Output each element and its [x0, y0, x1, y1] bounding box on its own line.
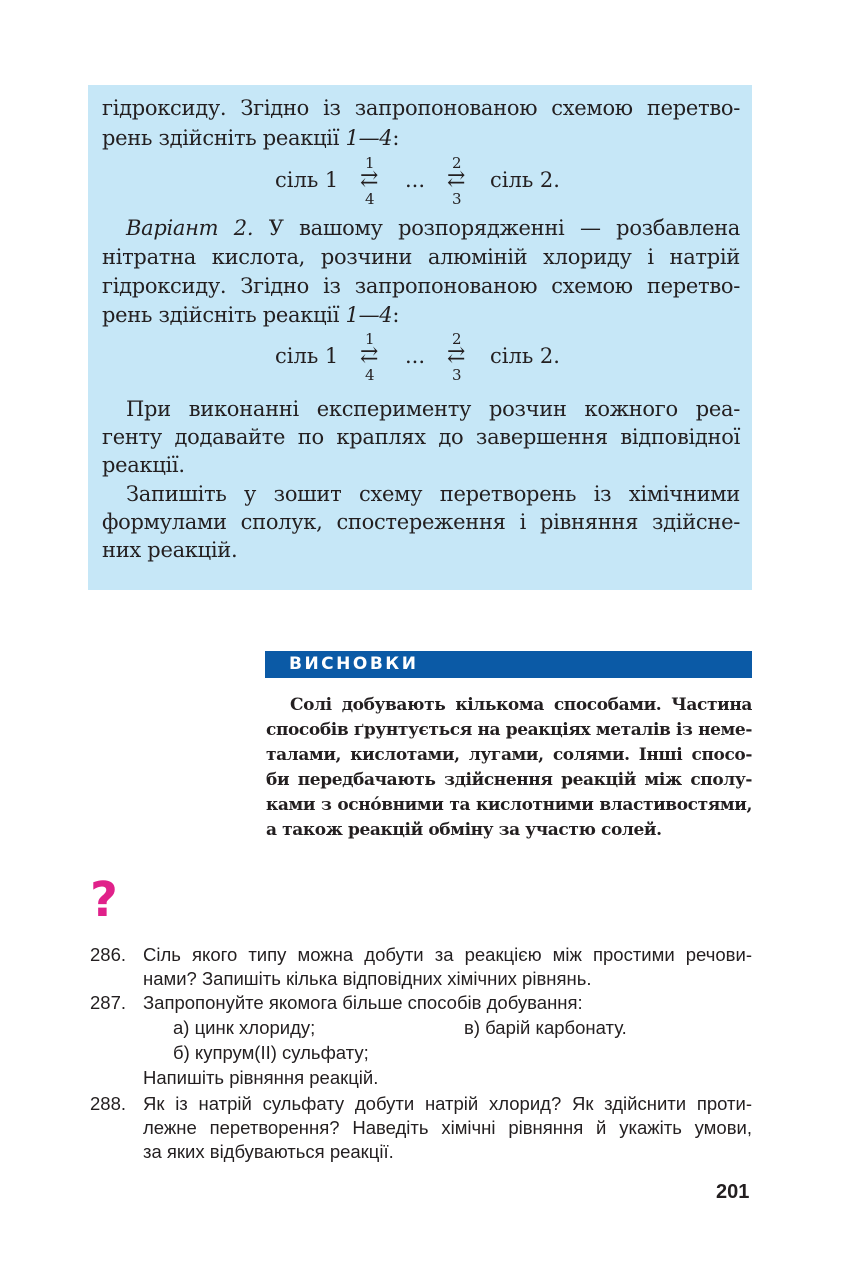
question-line: Запропонуйте якомога більше способів добування:: [143, 992, 583, 1013]
text-line: гідроксиду. Згідно із запропонованою схемою перетво-: [102, 274, 740, 298]
question-option: в) барій карбонату.: [464, 1017, 627, 1038]
text-line: формулами сполук, спостереження і рівняння здійсне-: [102, 510, 740, 534]
conclusions-title: ВИСНОВКИ: [289, 654, 419, 674]
conclusion-line: би передбачають здійснення реакцій між сполу-: [266, 770, 752, 790]
question-number: 288.: [90, 1093, 127, 1114]
transformation-scheme: сіль 1 1 ⇄ 4 ... 2 ⇄ 3 сіль 2.: [275, 330, 560, 384]
reversible-arrow-icon: ⇄: [360, 167, 379, 192]
transformation-scheme: сіль 1 1 ⇄ 4 ... 2 ⇄ 3 сіль 2.: [275, 154, 560, 208]
question-line: нами? Запишіть кілька відповідних хімічних рівнянь.: [143, 968, 592, 989]
text-line: реакції.: [102, 453, 185, 477]
question-line: Напишіть рівняння реакцій.: [143, 1067, 379, 1088]
text-line: рень здійсніть реакції 1—4:: [102, 126, 400, 150]
reversible-arrow-icon: ⇄: [447, 343, 466, 368]
text-line: них реакцій.: [102, 538, 238, 562]
question-number: 287.: [90, 992, 127, 1013]
page-number: 201: [716, 1181, 750, 1203]
text-line: Запишіть у зошит схему перетворень із хімічними: [126, 482, 740, 506]
reversible-arrow-icon: ⇄: [447, 167, 466, 192]
reversible-arrow-icon: ⇄: [360, 343, 379, 368]
question-option: а) цинк хлориду;: [173, 1017, 316, 1038]
text-line: генту додавайте по краплях до завершення відповідної: [102, 425, 740, 449]
conclusions-header: [265, 651, 752, 678]
question-line: Як із натрій сульфату добути натрій хлорид? Як здійснити проти-: [143, 1093, 752, 1114]
question-option: б) купрум(ІІ) сульфату;: [173, 1042, 369, 1063]
question-line: лежне перетворення? Наведіть хімічні рівняння й укажіть умови,: [143, 1117, 752, 1138]
conclusion-line: а також реакцій обміну за участю солей.: [266, 820, 662, 840]
conclusion-line: Солі добувають кількома способами. Частина: [290, 695, 752, 715]
text-line: Варіант 2. У вашому розпорядженні — розбавлена: [126, 216, 740, 240]
question-line: за яких відбуваються реакції.: [143, 1141, 394, 1162]
text-line: рень здійсніть реакції 1—4:: [102, 303, 400, 327]
text-line: гідроксиду. Згідно із запропонованою схемою перетво-: [102, 96, 740, 120]
conclusion-line: способів ґрунтується на реакціях металів із неме-: [266, 720, 752, 740]
question-mark-icon: ?: [90, 872, 118, 928]
conclusion-line: ками з оснóвними та кислотними властивостями,: [266, 795, 752, 815]
conclusion-line: талами, кислотами, лугами, солями. Інші спосо-: [266, 745, 752, 765]
text-line: При виконанні експерименту розчин кожного реа-: [126, 397, 740, 421]
text-line: нітратна кислота, розчини алюміній хлориду і натрій: [102, 245, 740, 269]
question-number: 286.: [90, 944, 127, 965]
question-line: Сіль якого типу можна добути за реакцією між простими речови-: [143, 944, 752, 965]
